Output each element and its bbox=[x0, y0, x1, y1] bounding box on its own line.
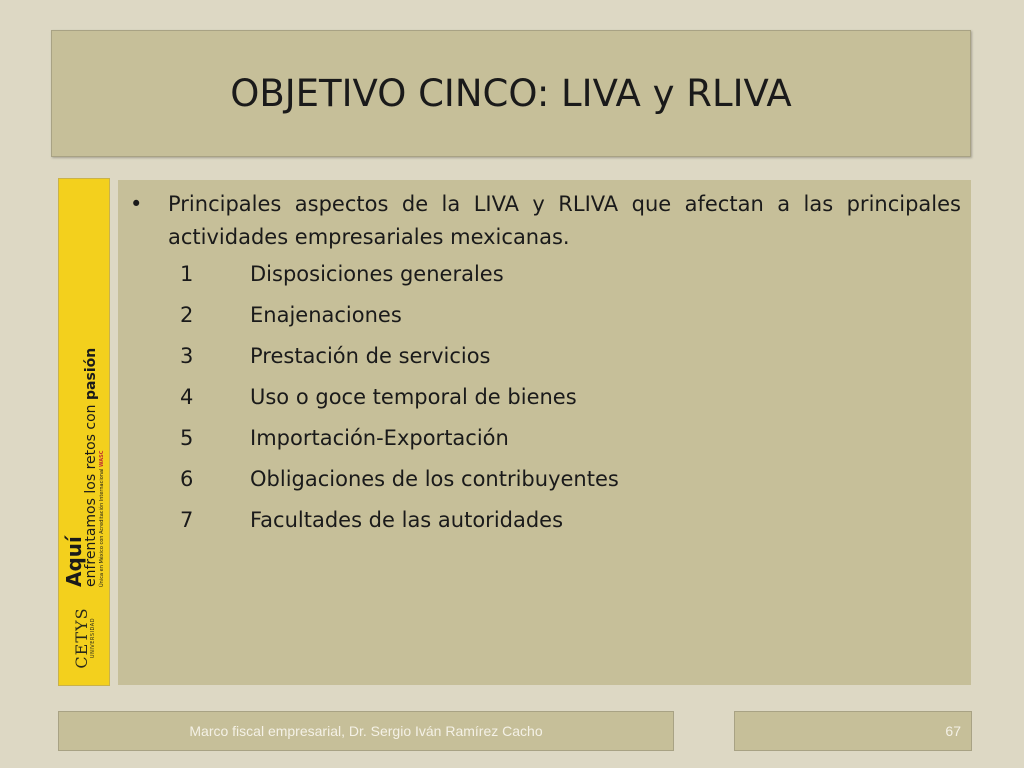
list-item bbox=[128, 459, 961, 500]
topic-list bbox=[128, 254, 961, 541]
list-num: 5 bbox=[180, 426, 194, 450]
list-num: 3 bbox=[180, 344, 194, 368]
title-box bbox=[51, 30, 971, 157]
slogan-pasion: pasión bbox=[83, 347, 99, 400]
list-item bbox=[128, 500, 961, 541]
list-label: Disposiciones generales bbox=[250, 262, 504, 286]
slide-title: OBJETIVO CINCO: LIVA y RLIVA bbox=[230, 72, 792, 115]
footer-author-text: Marco fiscal empresarial, Dr. Sergio Iván Ramírez Cacho bbox=[189, 723, 543, 739]
page-number: 67 bbox=[945, 723, 961, 739]
list-num: 2 bbox=[180, 303, 194, 327]
bullet-dot: • bbox=[130, 192, 143, 216]
list-num: 7 bbox=[180, 508, 194, 532]
cetys-logo bbox=[59, 601, 110, 675]
list-label: Prestación de servicios bbox=[250, 344, 491, 368]
main-bullet bbox=[128, 188, 961, 254]
list-label: Importación-Exportación bbox=[250, 426, 509, 450]
list-num: 1 bbox=[180, 262, 194, 286]
list-item bbox=[128, 336, 961, 377]
slogan bbox=[64, 348, 106, 587]
slogan-aqui: Aquí bbox=[62, 536, 86, 587]
logo-sub-text: UNIVERSIDAD bbox=[89, 617, 96, 659]
slogan-text: enfrentamos los retos con bbox=[83, 404, 99, 587]
logo-main-text: CETYS bbox=[71, 607, 91, 669]
slogan-note bbox=[99, 348, 106, 587]
slogan-note-brand: WASC bbox=[99, 450, 105, 467]
footer-author bbox=[58, 711, 674, 751]
banner-content bbox=[59, 179, 110, 686]
list-label: Obligaciones de los contribuyentes bbox=[250, 467, 619, 491]
list-label: Enajenaciones bbox=[250, 303, 402, 327]
list-num: 6 bbox=[180, 467, 194, 491]
slogan-line bbox=[84, 348, 99, 587]
list-label: Facultades de las autoridades bbox=[250, 508, 564, 532]
list-item bbox=[128, 377, 961, 418]
cetys-banner bbox=[58, 178, 110, 686]
content-box bbox=[118, 180, 971, 685]
slogan-note-text: Única en México con Acreditación Internacional bbox=[99, 468, 105, 587]
list-item bbox=[128, 418, 961, 459]
list-item bbox=[128, 295, 961, 336]
bullet-text: Principales aspectos de la LIVA y RLIVA que afectan a las principales actividades empresariales mexicanas. bbox=[168, 192, 961, 249]
list-item bbox=[128, 254, 961, 295]
list-num: 4 bbox=[180, 385, 194, 409]
list-label: Uso o goce temporal de bienes bbox=[250, 385, 577, 409]
footer-page bbox=[734, 711, 972, 751]
